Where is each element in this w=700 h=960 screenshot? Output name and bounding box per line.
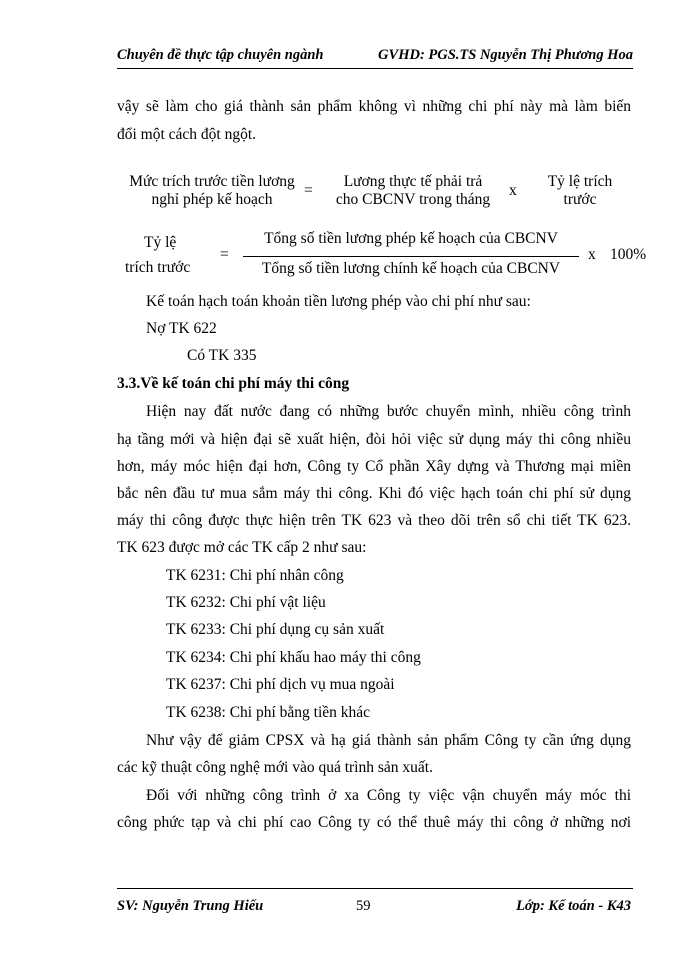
formula2-denominator: Tổng số tiền lương chính kế hoạch của CBCNV: [261, 260, 561, 277]
page-number: 59: [356, 898, 371, 914]
formula1-rhs-line2: trước: [563, 191, 597, 208]
section-heading: 3.3.Về kế toán chi phí máy thi công: [117, 375, 350, 392]
footer-student: SV: Nguyễn Trung Hiếu: [117, 898, 264, 914]
para1-line: hạ tầng mới và hiện đại sẽ xuất hiện, đòi hỏi việc sử dụng máy thi công nhiều: [117, 431, 631, 448]
para3-line: Đối với những công trình ở xa Công ty việc vận chuyển máy móc thi: [146, 787, 631, 804]
formula1-mid-line1: Lương thực tế phải trả: [343, 173, 483, 190]
formula2-times: x: [588, 246, 596, 263]
header-title: Chuyên đề thực tập chuyên ngành: [117, 47, 324, 63]
fraction-bar: [243, 256, 579, 257]
list-item: TK 6231: Chi phí nhân công: [166, 567, 344, 584]
formula2-percent: 100%: [610, 246, 647, 263]
formula1-mid-line2: cho CBCNV trong tháng: [335, 191, 491, 208]
para1-line: TK 623 được mở các TK cấp 2 như sau:: [117, 539, 367, 556]
header-rule: [117, 68, 633, 69]
para2-line: Như vậy để giảm CPSX và hạ giá thành sản phẩm Công ty cần ứng dụng: [146, 732, 631, 749]
debit-entry: Nợ TK 622: [146, 320, 217, 337]
list-item: TK 6232: Chi phí vật liệu: [166, 594, 326, 611]
footer-class: Lớp: Kế toán - K43: [516, 898, 631, 914]
para1-line: bắc nên đầu tư mua sắm máy thi công. Khi đó việc hạch toán chi phí sử dụng: [117, 485, 631, 502]
list-item: TK 6234: Chi phí khấu hao máy thi công: [166, 649, 421, 666]
formula1-times: x: [509, 182, 517, 199]
formula2-equals: =: [220, 246, 229, 263]
para2-line: các kỹ thuật công nghệ mới vào quá trình sản xuất.: [117, 759, 433, 776]
formula1-equals: =: [304, 182, 313, 199]
para1-line: máy thi công được thực hiện trên TK 623 và theo dõi trên sổ chi tiết TK 623.: [117, 512, 631, 529]
list-item: TK 6237: Chi phí dịch vụ mua ngoài: [166, 676, 395, 693]
footer-rule: [117, 888, 633, 889]
para1-line: Hiện nay đất nước đang có những bước chuyển mình, nhiều công trình: [146, 403, 631, 420]
formula1-rhs-line1: Tỷ lệ trích: [547, 173, 613, 190]
formula2-numerator: Tổng số tiền lương phép kế hoạch của CBCNV: [264, 230, 558, 247]
formula1-lhs-line2: nghỉ phép kế hoạch: [151, 191, 273, 208]
intro-line-2: đổi một cách đột ngột.: [117, 126, 257, 143]
formula2-lhs-line1: Tỷ lệ: [144, 234, 177, 251]
para3-line: công phức tạp và chi phí cao Công ty có thể thuê máy thi công ở những nơi: [117, 814, 631, 831]
para1-line: hơn, máy móc hiện đại hơn, Công ty Cổ phần Xây dựng và Thương mại miền: [117, 458, 631, 475]
list-item: TK 6233: Chi phí dụng cụ sản xuất: [166, 621, 385, 638]
formula2-lhs-line2: trích trước: [125, 259, 191, 276]
credit-entry: Có TK 335: [187, 347, 257, 364]
accounting-intro: Kế toán hạch toán khoản tiền lương phép vào chi phí như sau:: [146, 293, 531, 310]
intro-line-1: vậy sẽ làm cho giá thành sản phẩm không vì những chi phí này mà làm biến: [117, 98, 631, 115]
list-item: TK 6238: Chi phí bằng tiền khác: [166, 704, 371, 721]
formula1-lhs-line1: Mức trích trước tiền lương: [129, 173, 295, 190]
header-advisor: GVHD: PGS.TS Nguyễn Thị Phương Hoa: [378, 47, 633, 63]
